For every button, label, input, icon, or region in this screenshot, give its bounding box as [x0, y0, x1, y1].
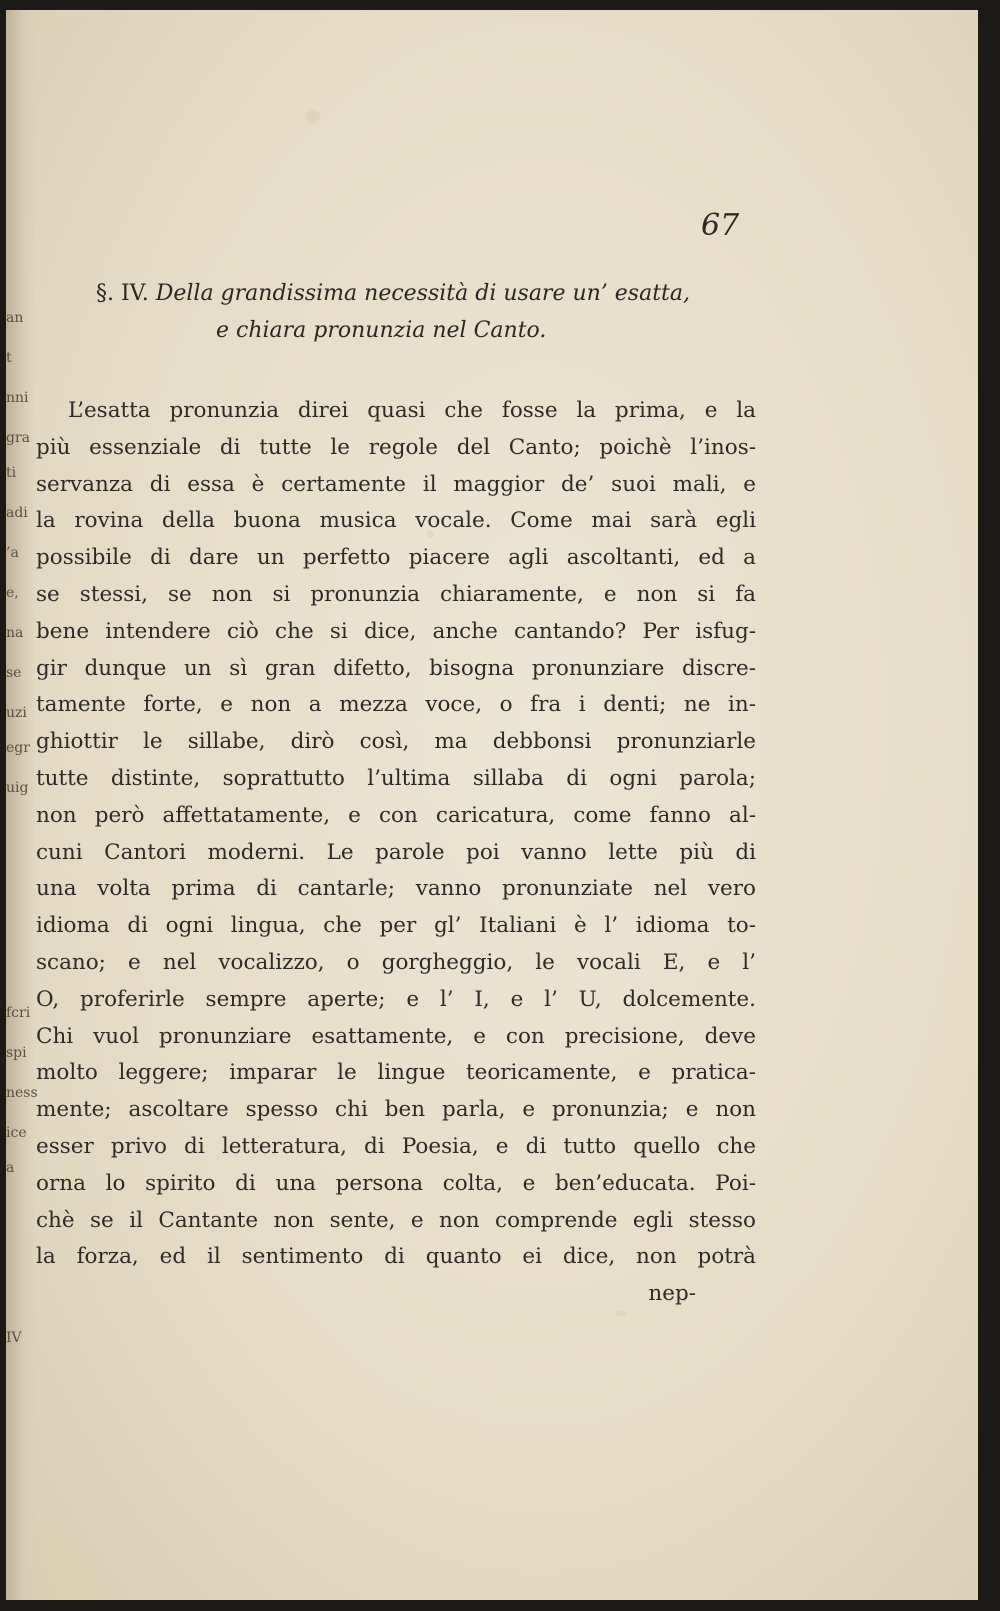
text-line: possibile di dare un perfetto piacere agli ascoltanti, ed a [36, 545, 756, 571]
text-line: se stessi, se non si pronunzia chiaramente, e non si fa [36, 581, 756, 607]
heading-line-2: e chiara pronunzia nel Canto. [216, 318, 547, 343]
facing-page-gutter [6, 10, 36, 1600]
text-line: bene intendere ciò che si dice, anche cantando? Per isfug- [36, 618, 756, 644]
text-line: O, proferirle sempre aperte; e l’ I, e l’ U, dolcemente. [36, 986, 756, 1012]
bleed-text: fcri [6, 1005, 31, 1021]
paper-stain [306, 110, 320, 124]
text-line: ghiottir le sillabe, dirò così, ma debbonsi pronunziarle [36, 729, 756, 755]
text-line: Chi vuol pronunziare esattamente, e con precisione, deve [36, 1023, 756, 1049]
heading-line-1 [96, 275, 756, 312]
text-line: servanza di essa è certamente il maggior de’ suoi mali, e [36, 471, 756, 497]
text-line: la rovina della buona musica vocale. Come mai sarà egli [36, 508, 756, 534]
text-line: esser privo di letteratura, di Poesia, e di tutto quello che [36, 1133, 756, 1159]
bleed-text: uig [6, 780, 29, 796]
bleed-text: uzi [6, 705, 27, 721]
bleed-text: ’a [6, 545, 19, 561]
text-line: gir dunque un sì gran difetto, bisogna pronunziare discre- [36, 655, 756, 681]
bleed-text: an [6, 310, 24, 326]
text-line: L’esatta pronunzia direi quasi che fosse la prima, e la [68, 398, 756, 423]
bleed-text: egr [6, 740, 30, 756]
bleed-text: na [6, 625, 24, 641]
text-line: molto leggere; imparar le lingue teoricamente, e pratica- [36, 1060, 756, 1086]
heading-title-italic: Della grandissima necessità di usare un’ esatta, [155, 281, 691, 306]
text-line: una volta prima di cantarle; vanno pronunziate nel vero [36, 876, 756, 902]
text-line: idioma di ogni lingua, che per gl’ Italiani è l’ idioma to- [36, 913, 756, 939]
section-heading [96, 275, 756, 349]
text-line: tamente forte, e non a mezza voce, o fra i denti; ne in- [36, 692, 756, 718]
text-line: la forza, ed il sentimento di quanto ei dice, non potrà [36, 1244, 756, 1270]
bleed-text: nni [6, 390, 29, 406]
catchword: nep- [648, 1281, 696, 1307]
text-line: non però affettatamente, e con caricatura, come fanno al- [36, 802, 756, 828]
bleed-text: e, [6, 585, 19, 601]
text-line: cuni Cantori moderni. Le parole poi vanno lette più di [36, 839, 756, 865]
text-line: tutte distinte, soprattutto l’ultima sillaba di ogni parola; [36, 765, 756, 791]
bleed-text: a [6, 1160, 15, 1176]
bleed-text: ti [6, 465, 17, 481]
bleed-text: spi [6, 1045, 27, 1061]
text-line: chè se il Cantante non sente, e non comprende egli stesso [36, 1207, 756, 1233]
bleed-text: IV [6, 1330, 22, 1346]
bleed-text: adi [6, 505, 28, 521]
bleed-text: ness [6, 1085, 38, 1101]
text-line: scano; e nel vocalizzo, o gorgheggio, le vocali E, e l’ [36, 949, 756, 975]
text-line: più essenziale di tutte le regole del Canto; poichè l’inos- [36, 434, 756, 460]
body-text [36, 393, 756, 1313]
section-number: §. IV. [96, 281, 149, 306]
text-line: mente; ascoltare spesso chi ben parla, e pronunzia; e non [36, 1097, 756, 1123]
bleed-text: ice [6, 1125, 27, 1141]
bleed-text: t [6, 350, 12, 366]
page-number: 67 [701, 208, 740, 243]
text-line: orna lo spirito di una persona colta, e ben’educata. Poi- [36, 1170, 756, 1196]
bleed-text: gra [6, 430, 31, 446]
bleed-text: se [6, 665, 22, 681]
book-page [6, 10, 978, 1600]
